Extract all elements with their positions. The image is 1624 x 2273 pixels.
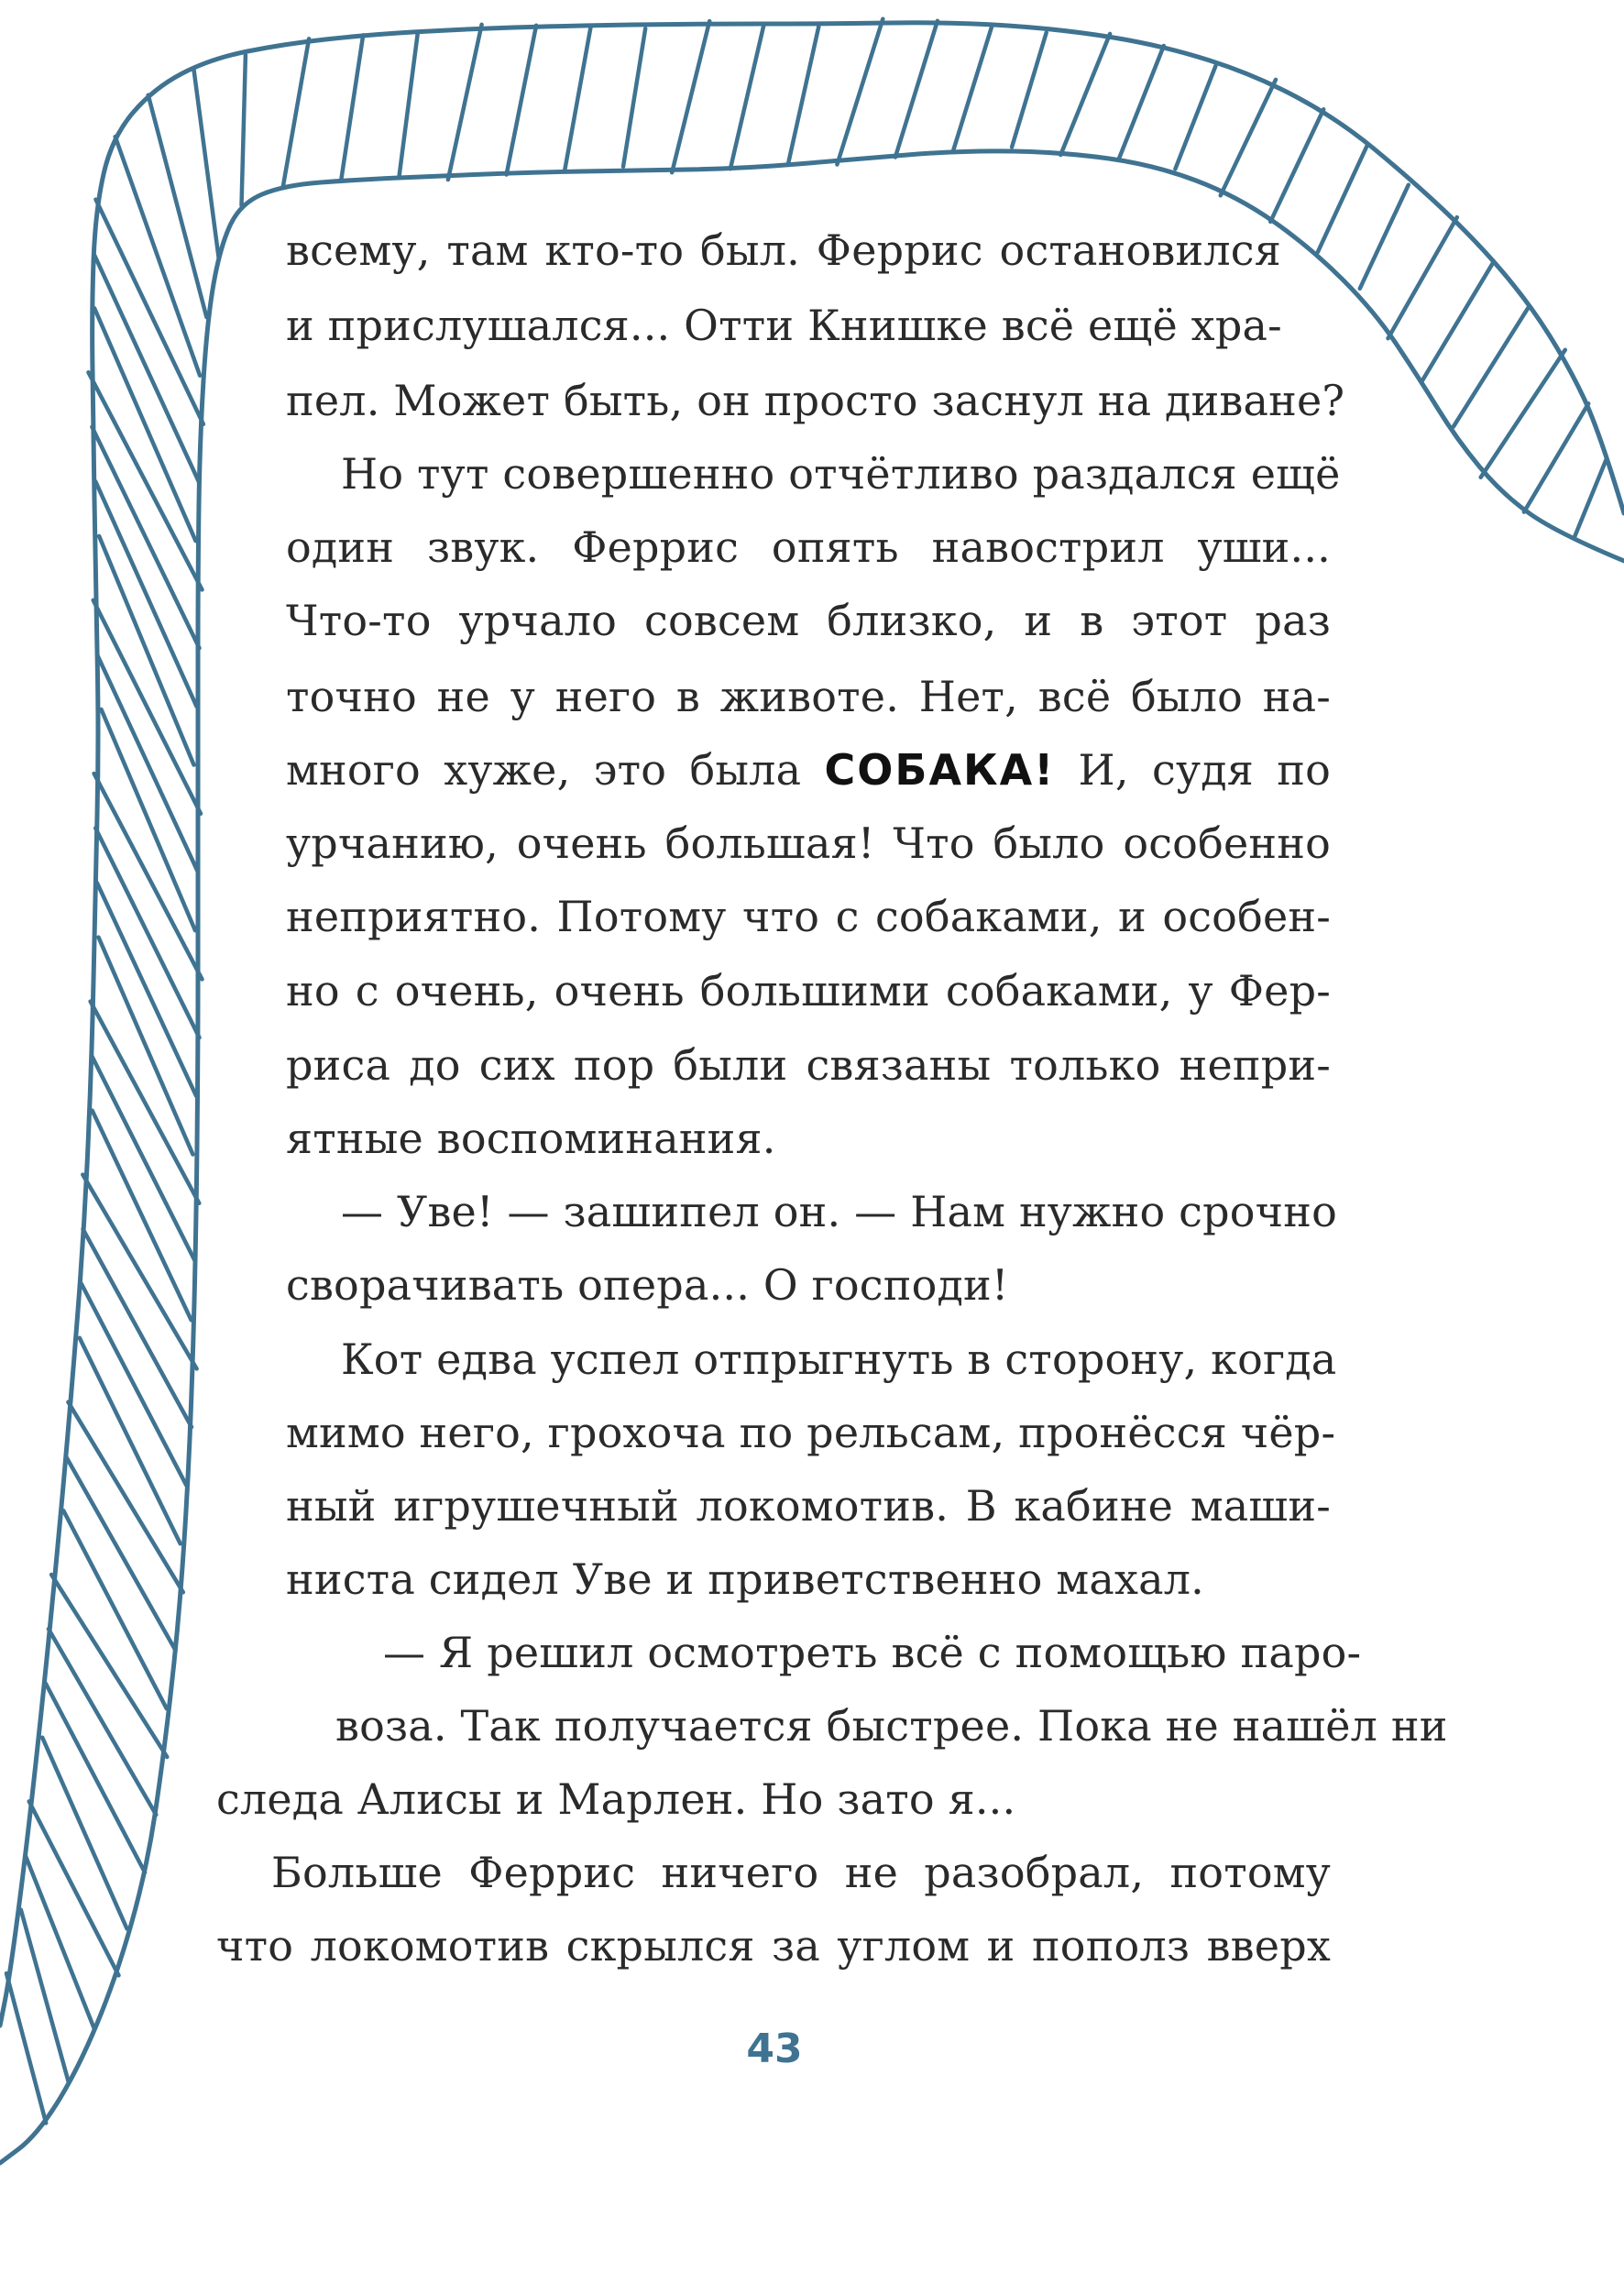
track-tie: [242, 55, 246, 205]
track-tie: [93, 600, 201, 814]
track-tie: [1454, 308, 1528, 426]
text-line: — Я решил осмотреть всё с помощью паро-: [383, 1628, 1362, 1677]
text-line: ниста сидел Уве и приветственно махал.: [286, 1554, 1204, 1604]
text-line: неприятно. Потому что с собаками, и особен-: [286, 892, 1331, 941]
text-line: воза. Так получается быстрее. Пока не нашёл ни: [335, 1701, 1448, 1751]
text-line: следа Алисы и Марлен. Но зато я...: [216, 1774, 1016, 1824]
track-tie: [1524, 403, 1588, 511]
track-tie: [1175, 66, 1215, 169]
track-tie: [95, 829, 199, 1038]
track-tie: [507, 26, 537, 175]
track-tie: [895, 21, 938, 158]
track-tie: [953, 26, 992, 149]
text-line: риса до сих пор были связаны только непри-: [286, 1040, 1331, 1090]
text-line: один звук. Феррис опять навострил уши...: [286, 522, 1331, 572]
track-tie: [1012, 33, 1047, 148]
track-tie: [82, 1175, 196, 1369]
track-tie: [42, 1738, 126, 1929]
track-tie: [283, 38, 310, 188]
track-tie: [102, 709, 196, 930]
text-line: ятные воспоминания.: [286, 1114, 776, 1163]
text-line: мимо него, грохоча по рельсам, пронёсся чёр-: [286, 1408, 1336, 1457]
text-line: ный игрушечный локомотив. В кабине маши-: [286, 1481, 1331, 1531]
text-line: Что-то урчало совсем близко, и в этот раз: [286, 596, 1331, 645]
text-line: [286, 747, 1331, 793]
track-tie: [623, 28, 645, 167]
track-tie: [1388, 217, 1457, 338]
track-tie: [672, 21, 709, 172]
track-tie: [94, 308, 196, 541]
track-tie: [400, 35, 418, 176]
track-tie: [89, 372, 203, 589]
track-tie: [97, 655, 198, 873]
track-tie: [565, 27, 590, 170]
emphasis-word: СОБАКА!: [824, 745, 1056, 795]
track-tie: [193, 68, 219, 259]
text-line: но с очень, очень большими собаками, у Фер-: [286, 966, 1331, 1016]
text-line: — Уве! — зашипел он. — Нам нужно срочно: [341, 1187, 1338, 1236]
track-tie: [1118, 46, 1163, 160]
track-tie: [94, 774, 203, 979]
track-tie: [448, 25, 482, 180]
track-tie: [83, 1229, 192, 1427]
text-segment: И, судя по: [1078, 745, 1331, 795]
page-number: 43: [746, 2026, 803, 2072]
track-tie: [1318, 146, 1367, 252]
track-tie: [93, 254, 199, 483]
track-tie: [1221, 80, 1276, 195]
track-tie: [26, 1856, 95, 2030]
track-tie: [1421, 261, 1494, 382]
text-line: Кот едва успел отпрыгнуть в сторону, когда: [341, 1334, 1337, 1384]
text-line: Но тут совершенно отчётливо раздался ещё: [341, 449, 1341, 499]
text-segment: много хуже, это была: [286, 745, 802, 795]
track-tie: [92, 1056, 195, 1261]
text-line: что локомотив скрылся за углом и пополз вверх: [216, 1921, 1331, 1971]
track-tie: [115, 137, 200, 376]
track-tie: [95, 481, 196, 706]
text-line: урчанию, очень большая! Что было особенно: [286, 818, 1331, 868]
track-tie: [1575, 460, 1607, 538]
track-tie: [1360, 185, 1409, 289]
track-tie: [29, 1801, 119, 1975]
track-tie: [788, 27, 818, 162]
text-line: сворачивать опера... О господи!: [286, 1260, 1009, 1310]
track-tie: [341, 35, 363, 181]
track-tie: [1060, 34, 1110, 155]
track-tie: [730, 24, 764, 169]
track-tie: [82, 1284, 187, 1486]
text-line: всему, там кто-то был. Феррис остановился: [286, 225, 1281, 275]
track-tie: [97, 883, 196, 1096]
track-tie: [99, 536, 193, 765]
track-tie: [837, 19, 883, 165]
track-tie: [1270, 109, 1323, 222]
track-tie: [92, 427, 199, 648]
text-line: Больше Феррис ничего не разобрал, потому: [271, 1848, 1331, 1897]
text-line: пел. Может быть, он просто заснул на диване?: [286, 376, 1345, 425]
track-tie: [1481, 350, 1565, 478]
track-tie: [148, 95, 207, 317]
text-line: и прислушался... Отти Книшке всё ещё хра-: [286, 301, 1282, 350]
track-tie: [91, 1002, 200, 1203]
text-line: точно не у него в животе. Нет, всё было на-: [286, 672, 1331, 721]
